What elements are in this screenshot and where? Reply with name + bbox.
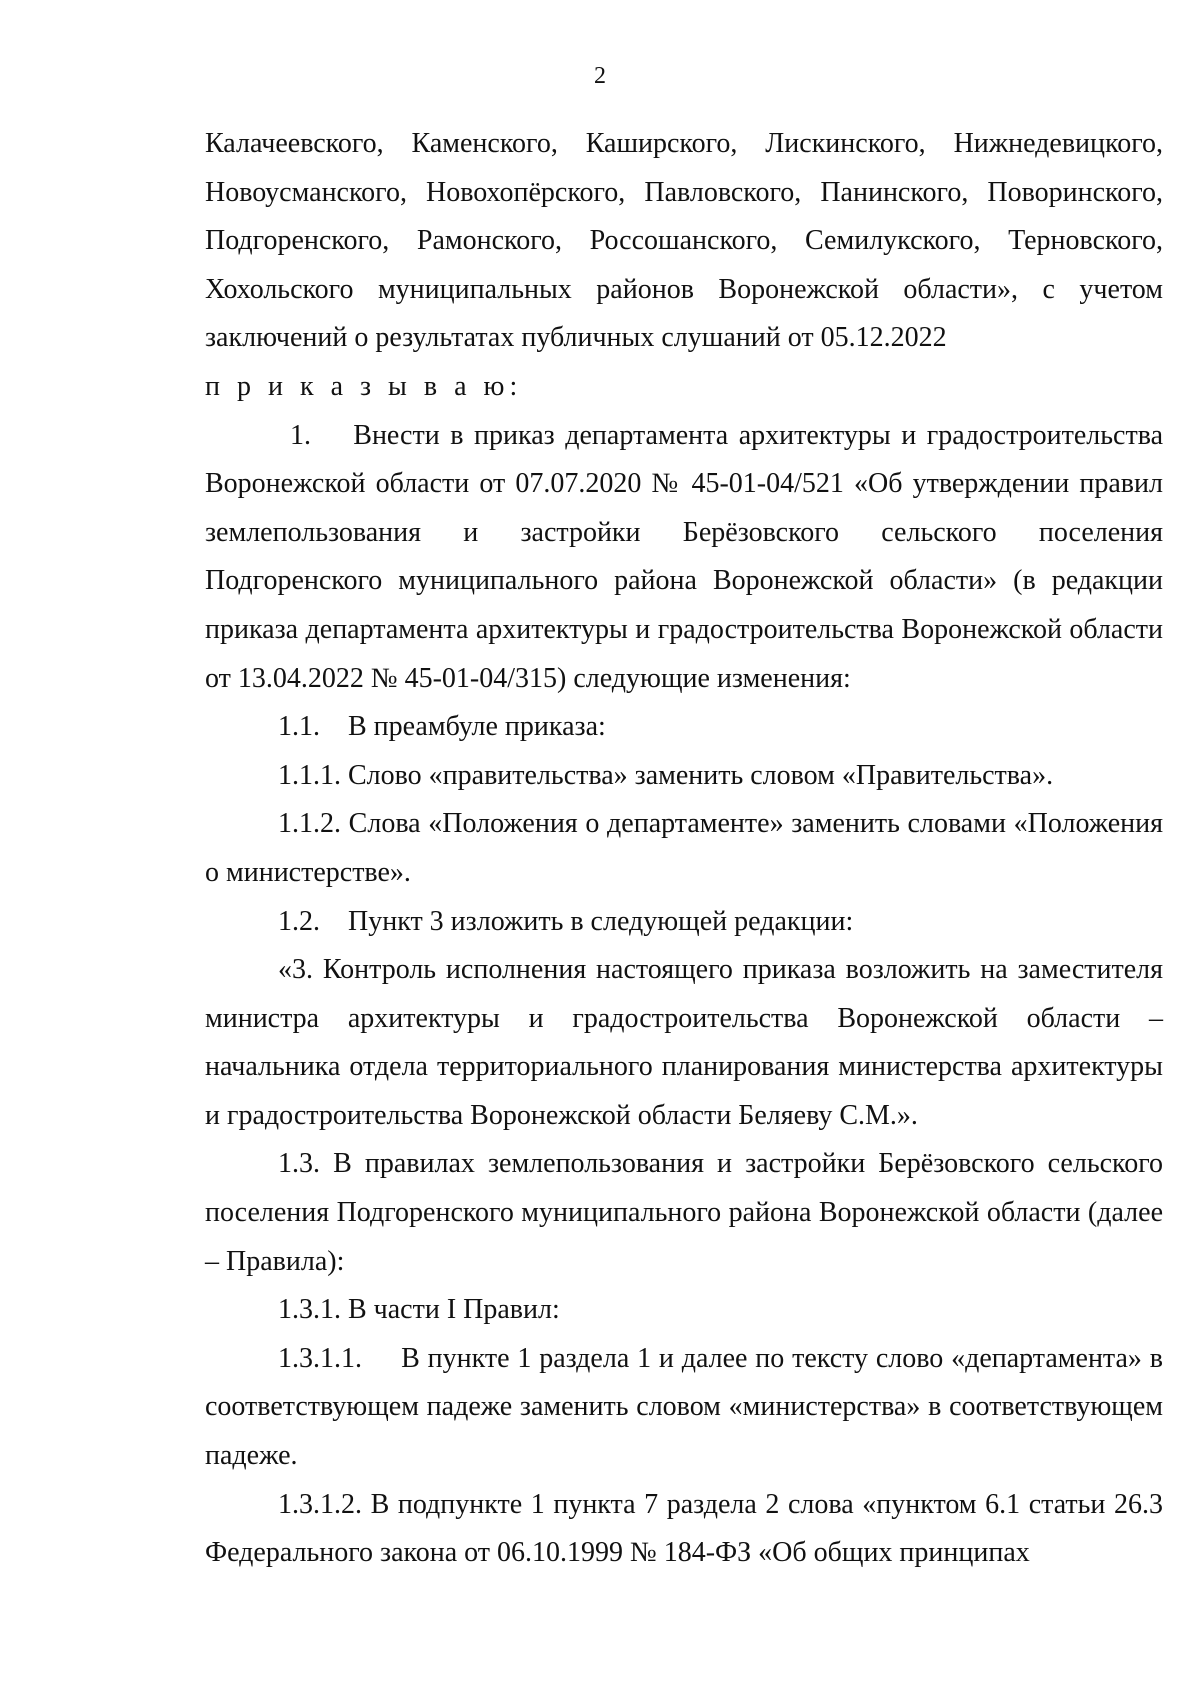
paragraph-item-1-1-2: 1.1.2. Слова «Положения о департаменте» заменить словами «Положения о министерстве». — [205, 808, 1163, 888]
paragraph-item-1-3: 1.3. В правилах землепользования и застройки Берёзовского сельского поселения Подгоренского муниципального района Воронежской области (далее – Правила): — [205, 1148, 1163, 1277]
paragraph-district-list: Калачеевского, Каменского, Каширского, Лискинского, Нижнедевицкого, Новоусманского, Новохопёрского, Павловского, Панинского, Поворинского, Подгоренского, Рамонского, Россошанского, Семилукского, Терновского, Хохольского муниципальных районов Воронежской области», с учетом заключений о результатах публичных слушаний от 05.12.2022 — [205, 128, 1163, 354]
paragraph-item-1-3-1: 1.3.1. В части I Правил: — [278, 1294, 560, 1326]
document-body — [205, 120, 1163, 1578]
paragraph-item-1: 1. Внести в приказ департамента архитектуры и градостроительства Воронежской области от 07.07.2020 № 45-01-04/521 «Об утверждении правил землепользования и застройки Берёзовского сельского поселения Подгоренского муниципального района Воронежской области» (в редакции приказа департамента архитектуры и градостроительства Воронежской области от 13.04.2022 № 45-01-04/315) следующие изменения: — [205, 419, 1163, 694]
paragraph-item-1-1: 1.1. В преамбуле приказа: — [278, 711, 606, 743]
paragraph-item-1-2: 1.2. Пункт 3 изложить в следующей редакции: — [278, 905, 854, 937]
paragraph-item-1-3-1-1: 1.3.1.1. В пункте 1 раздела 1 и далее по тексту слово «департамента» в соответствующем падеже заменить словом «министерства» в соответствующем падеже. — [205, 1342, 1163, 1472]
paragraph-item-1-1-1: 1.1.1. Слово «правительства» заменить словом «Правительства». — [278, 759, 1054, 791]
page-number: 2 — [594, 63, 606, 89]
paragraph-item-1-3-1-2: 1.3.1.2. В подпункте 1 пункта 7 раздела 2 слова «пунктом 6.1 статьи 26.3 Федерального закона от 06.10.1999 № 184-ФЗ «Об общих принципах — [205, 1488, 1163, 1569]
paragraph-order-word: п р и к а з ы в а ю: — [205, 370, 523, 402]
paragraph-item-3-quote: «3. Контроль исполнения настоящего приказа возложить на заместителя министра архитектуры и градостроительства Воронежской области – начальника отдела территориального планирования министерства архитектуры и градостроительства Воронежской области Беляеву С.М.». — [205, 954, 1163, 1131]
